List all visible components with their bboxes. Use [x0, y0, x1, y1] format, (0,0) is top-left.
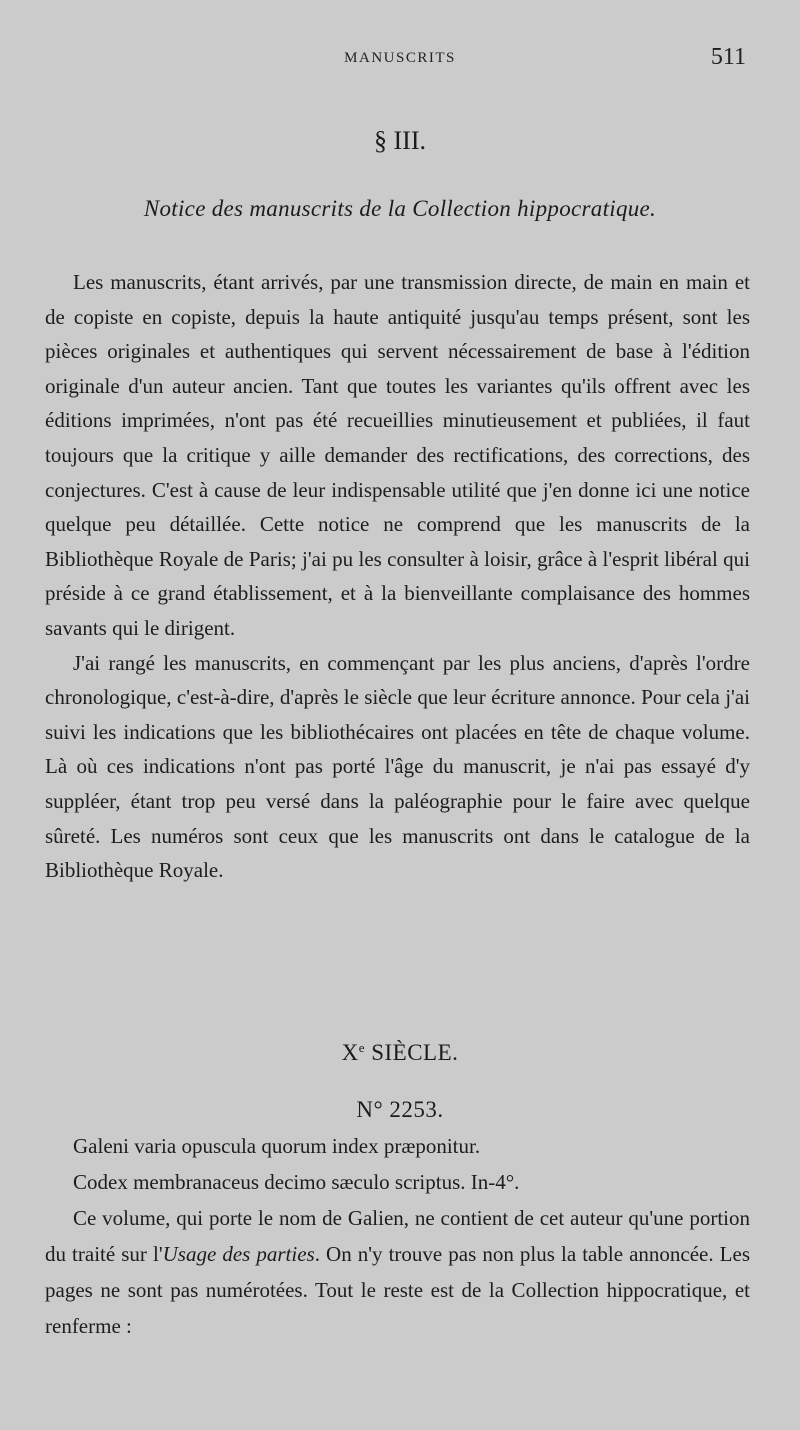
treatise-title: Usage des parties [162, 1242, 315, 1266]
manuscript-number: N° 2253. [356, 1097, 444, 1122]
manuscript-description [45, 1200, 750, 1344]
manuscript-entry [45, 1128, 750, 1344]
running-head: MANUSCRITS [344, 50, 456, 66]
manuscript-line: Codex membranaceus decimo sæculo scriptus. In-4°. [73, 1170, 520, 1194]
main-text [45, 265, 750, 888]
paragraph: Les manuscrits, étant arrivés, par une transmission directe, de main en main et de copiste en copiste, depuis la haute antiquité jusqu'au temps présent, sont les pièces originales et authentiques qui servent nécessairement de base à l'édition originale d'un auteur ancien. Tant que toutes les variantes qu'ils offrent avec les éditions imprimées, n'ont pas été recueillies minutieusement et publiées, il faut toujours que la critique y aille demander des rectifications, des corrections, des conjectures. C'est à cause de leur indispensable utilité que j'en donne ici une notice quelque peu détaillée. Cette notice ne comprend que les manuscrits de la Bibliothèque Royale de Paris; j'ai pu les consulter à loisir, grâce à l'esprit libéral qui préside à ce grand établissement, et à la bienveillante complaisance des hommes savants qui le dirigent. [45, 270, 750, 640]
page-number: 511 [710, 44, 746, 70]
description-text: . On n'y trouve pas non plus la table annoncée. Les pages ne sont pas numérotées. Tout le reste est de la Collection hippocratique, et renferme : [45, 1242, 750, 1338]
century-superscript: e [358, 1040, 365, 1055]
century-numeral: X [341, 1040, 359, 1065]
century-heading [0, 1040, 800, 1066]
paragraph: J'ai rangé les manuscrits, en commençant par les plus anciens, d'après l'ordre chronologique, c'est-à-dire, d'après le siècle que leur écriture annonce. Pour cela j'ai suivi les indications que les bibliothécaires ont placées en tête de chaque volume. Là où ces indications n'ont pas porté l'âge du manuscrit, je n'ai pas essayé d'y suppléer, étant trop peu versé dans la paléographie pour le faire avec quelque sûreté. Les numéros sont ceux que les manuscrits ont dans le catalogue de la Bibliothèque Royale. [45, 650, 750, 883]
description-text: Ce volume, qui porte le nom de Galien, ne contient de cet auteur qu'une portion du traité sur l' [45, 1206, 750, 1266]
section-number: § III. [374, 126, 426, 155]
manuscript-line: Galeni varia opuscula quorum index præponitur. [73, 1134, 481, 1158]
century-label: SIÈCLE. [371, 1040, 459, 1065]
page-header [0, 44, 800, 74]
section-title: Notice des manuscrits de la Collection hippocratique. [143, 196, 657, 221]
